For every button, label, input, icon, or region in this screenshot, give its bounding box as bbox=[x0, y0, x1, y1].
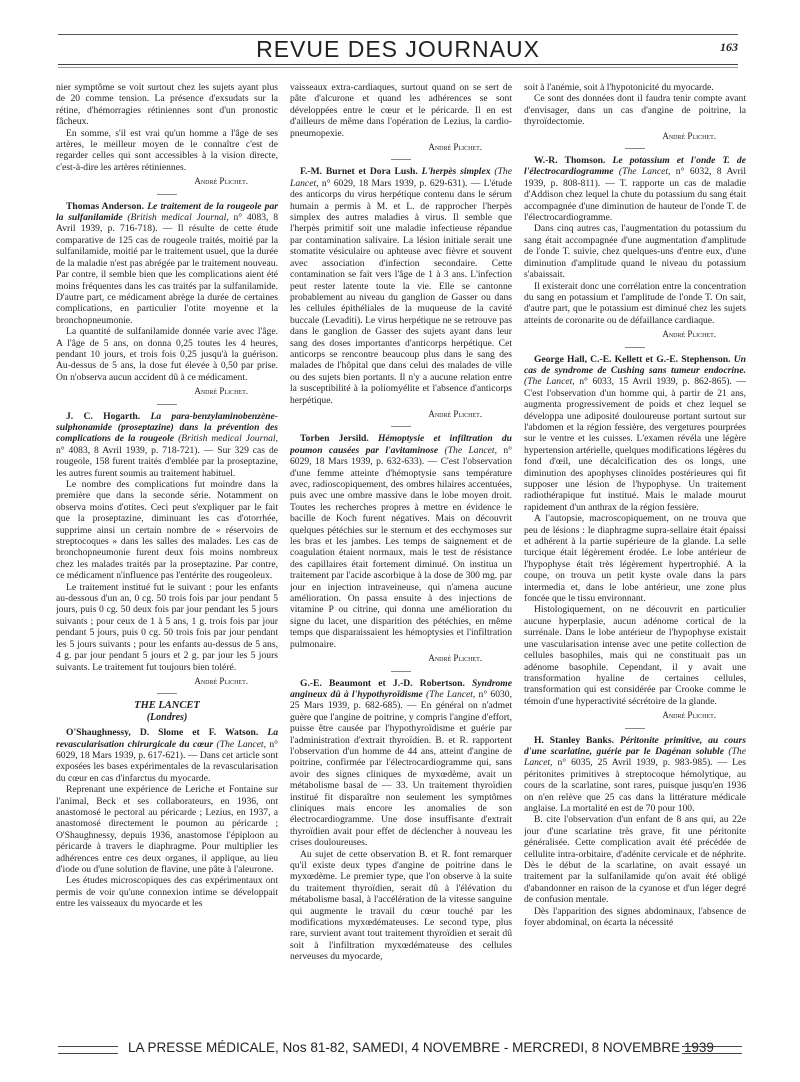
article-author: Thomas Anderson. bbox=[66, 200, 145, 212]
paragraph: Le traitement institué fut le suivant : pour les enfants au-dessous d'un an, 0 cg. 50 trois fois par jour pendant 5 jours, puis 0 cg. 50 deux fois par jour pendant les 5 jours suivants ; pour ceux de 1 à 5 ans, 1 g. trois fois par jour pendant 5 jours, puis 0 cg. 50 trois fois par jour pendant les 5 jours suivants ; pour les enfants au-dessus de 5 ans, 4 g. par jour pendant 5 jours et 2 g. par jour les 5 jours suivants. Le traitement fut toujours bien toléré. bbox=[56, 581, 278, 673]
article-title: Le potassium et l'onde T. de l'électrocardiogramme bbox=[524, 155, 746, 178]
article-title: Le traitement de la rougeole par la sulfanilamide bbox=[56, 200, 278, 224]
article-title: La revascularisation chirurgicale du cœur bbox=[56, 727, 278, 750]
separator bbox=[625, 728, 645, 729]
journal-name: THE LANCET bbox=[134, 700, 200, 712]
article-author: Torben Jersild. bbox=[300, 433, 369, 445]
page-header bbox=[58, 30, 738, 70]
text-columns bbox=[56, 82, 746, 1022]
article-entry bbox=[290, 678, 512, 849]
article-title: Un cas de syndrome de Cushing sans tumeur endocrine. bbox=[524, 353, 746, 376]
article-author: H. Stanley Banks. bbox=[534, 734, 614, 746]
page-number: 163 bbox=[720, 40, 738, 54]
article-summary: n° 6030, 25 Mars 1939, p. 682-685). — En général on n'admet guère que l'angine de poitrine, y compris l'angine d'effort, puisse être causée par l'hypothyroïdisme et guérie par l'administration d'extrait thyroïdien. B. et R. rapportent l'observation d'un homme de 44 ans, atteint d'angine de poitrine, confirmée par l'électrocardiogramme qui, sans avoir des signes cliniques de myxœdème, avait un métabolisme basal de — 33. Un traitement thyroïdien institué fit disparaître non seulement les symptômes cliniques mais encore les anomalies de son électrocardiogramme. Une dose insuffisante d'extrait thyroïdien avait pour effet de déclencher à nouveau les crises douloureuses. bbox=[290, 688, 512, 849]
page-footer bbox=[58, 1040, 742, 1062]
paragraph: Il existerait donc une corrélation entre la concentration du sang en potassium et l'amplitude de l'onde T. On sait, d'autre part, que le potassium est diminué chez les sujets atteints de coronarite ou de défaillance cardiaque. bbox=[524, 280, 746, 326]
article-summary: n° 6029, 18 Mars 1939, p. 617-621). — Dans cet article sont exposées les bases expérimentales de la revascularisation du cœur en cas d'infarctus du myocarde. bbox=[56, 738, 278, 784]
paragraph: A l'autopsie, macroscopiquement, on ne trouva que peu de lésions : le diaphragme supra-sellaire était épaissi et adhérent à la partie supérieure de la glande. La selle turcique était légèrement érodée. Le lobe antérieur de l'hypophyse était très légèrement hypertrophié. A la coupe, on trouva un petit kyste ovale dans la pars intermedia et, dans le lobe antérieur, une zone plus foncée que le tissu environnant. bbox=[524, 513, 746, 605]
article-entry bbox=[56, 201, 278, 326]
article-entry bbox=[56, 727, 278, 784]
article-journal-ref: (The Lancet, bbox=[444, 444, 497, 456]
article-journal-ref: (The Lancet, bbox=[290, 166, 512, 189]
article-entry bbox=[524, 155, 746, 223]
paragraph: B. cite l'observation d'un enfant de 8 ans qui, au 22e jour d'une scarlatine très grave, fit une péritonite généralisée. Cette complication avait été précédée de cellulite intra-orbitaire, d'adénite cervicale et de néphrite. Dès le début de la scarlatine, on avait essayé un traitement par la sulfanilamide qu'on avait été obligé d'abandonner en raison de la cyanose et d'un léger degré de confusion mentale. bbox=[524, 814, 746, 906]
column-3 bbox=[524, 82, 746, 1022]
paragraph: Les études microscopiques des cas expérimentaux ont permis de voir qu'une connexion intime se développait entre les vaisseaux du myocarde et les bbox=[56, 875, 278, 910]
reviewer-signature: André Plichet. bbox=[194, 386, 248, 397]
column-1 bbox=[56, 82, 278, 1022]
continued-paragraph: nier symptôme se voit surtout chez les sujets ayant plus de 20 comme tension. La présence d'exsudats sur la rétine, d'hémorragies rétiniennes sont d'un pronostic fâcheux. bbox=[56, 82, 278, 128]
continued-paragraph: soit à l'anémie, soit à l'hypotonicité du myocarde. bbox=[524, 82, 714, 93]
article-summary: n° 6029, 18 Mars 1939, p. 632-633). — C'est l'observation d'une femme atteinte d'hémoptysie sans température avec, radioscopiquement, des ombres hilaires accentuées, puis avec une ombre massive dans le lobe moyen droit. Toutes les recherches propres à mettre en évidence le bacille de Koch furent négatives. Mais on découvrit quelques pétéchies sur le sternum et des ecchymoses sur les bras et les jambes. Les temps de saignement et de coagulation étaient normaux, mais le test de résistance des capillaires était fortement diminué. On institua un traitement par l'acide ascorbique à la dose de 300 mg. par jour en injection intraveineuse, qui n'amena aucune amélioration. On passa ensuite à des injections de vitamine P ou citrine, qui donna une amélioration du signe du lacet, une disparition des pétéchies, en même temps que disparaissaient les hémoptysies et l'infiltration pulmonaire. bbox=[290, 444, 512, 650]
paragraph: Le nombre des complications fut moindre dans la première que dans la seconde série. Notamment on observa moins d'otites. Ceci peut s'expliquer par le fait que la proseptazine, diminuant les cas d'otorrhée, supprime ainsi un certain nombre de « réservoirs de streptocoques » dans les salles des malades. Les cas de bronchopneumonie furent deux fois moins nombreux chez les malades traités par la proseptazine. Par contre, ce médicament n'influence pas l'entérite des rougeoleux. bbox=[56, 479, 278, 582]
article-title: L'herpès simplex bbox=[421, 166, 491, 178]
article-journal-ref: (The Lancet, bbox=[216, 738, 266, 750]
journal-section-heading bbox=[56, 700, 278, 723]
article-journal-ref: (The Lancet, bbox=[524, 745, 746, 769]
column-2 bbox=[290, 82, 512, 1022]
article-summary: n° 6033, 15 Avril 1939, p. 862-865). — C'est l'observation d'un homme qui, à partir de 21 ans, augmenta progressivement de poids et chez lequel se développa une adiposité douloureuse portant surtout sur l'abdomen et la région fessière, des vergetures pourprées sur le ventre et les cuisses. L'examen révéla une légère hypertension artérielle, quelques modifications légères du fond d'œil, une décalcification des os longs, une diminution des apophyses clinoïdes postérieures qui fit supposer une lésion de l'hypophyse. Un traitement radiothérapique fut institué. Mais le malade mourut rapidement d'un anthrax de la région fessière. bbox=[524, 376, 746, 513]
reviewer-signature: André Plichet. bbox=[428, 408, 482, 419]
header-rule bbox=[58, 64, 738, 65]
article-journal-ref: (British medical Journal, bbox=[178, 433, 278, 445]
separator bbox=[157, 194, 177, 195]
article-author: G.-E. Beaumont et J.-D. Robertson. bbox=[300, 677, 465, 689]
paragraph: Dès l'apparition des signes abdominaux, l'absence de foyer abdominal, on écarta la nécessité bbox=[524, 905, 746, 929]
article-entry bbox=[290, 166, 512, 406]
separator bbox=[625, 347, 645, 348]
article-journal-ref: (British medical Journal, bbox=[127, 212, 229, 224]
article-summary: n° 6035, 25 Avril 1939, p. 983-985). — Les péritonites primitives à streptocoque hémolytique, au cours de la scarlatine, sont rares, puisque jusqu'en 1936 on n'en relève que 25 cas dans la littérature médicale anglaise. La mortalité en est de 70 pour 100. bbox=[524, 757, 746, 814]
article-journal-ref: (The Lancet, bbox=[426, 688, 476, 700]
article-author: J. C. Hogarth. bbox=[66, 410, 141, 422]
paragraph: Dans cinq autres cas, l'augmentation du potassium du sang était accompagnée d'une augmentation d'amplitude de l'onde T. suivie, chez quelques-uns d'entre eux, d'une diminution d'amplitude quand le niveau du potassium s'abaissait. bbox=[524, 223, 746, 281]
header-rule bbox=[58, 67, 738, 68]
separator bbox=[391, 671, 411, 672]
article-entry bbox=[524, 354, 746, 514]
separator bbox=[625, 148, 645, 149]
article-title: Péritonite primitive, au cours d'une scarlatine, guérie par le Dagénan soluble bbox=[524, 734, 746, 757]
article-journal-ref: (The Lancet, bbox=[618, 166, 671, 178]
article-author: W.-R. Thomson. bbox=[534, 155, 606, 167]
separator bbox=[391, 159, 411, 160]
article-author: George Hall, C.-E. Kellett et G.-E. Stephenson. bbox=[534, 353, 731, 365]
paragraph: La quantité de sulfanilamide donnée varie avec l'âge. A l'âge de 5 ans, on donna 0,25 toutes les 4 heures, pendant 10 jours, et trois fois 0,25 jusqu'à la guérison. Au-dessus de 5 ans, la dose fut élevée à 0,50 par prise. On n'observa aucun accident dû à ce médicament. bbox=[56, 326, 278, 383]
article-entry bbox=[290, 433, 512, 650]
reviewer-signature: André Plichet. bbox=[194, 675, 248, 686]
journal-city: (Londres) bbox=[146, 711, 188, 723]
article-summary: n° 4083, 8 Avril 1939, p. 716-718). — Il résulte de cette étude comparative de 125 cas de rougeole traités, moitié par la sulfanilamide, moitié par le traitement usuel, que la durée de la maladie n'est pas abrégée par le traitement nouveau. Par contre, il semble bien que les complications aient été moins fréquentes dans les cas traités par la sulfanilamide. D'autre part, ce médicament abrège la durée de certaines complications, en particulier l'otite moyenne et la bronchopneumonie. bbox=[56, 212, 278, 326]
article-title: Syndrome angineux dû à l'hypothyroïdisme bbox=[290, 677, 512, 700]
article-summary: n° 6029, 18 Mars 1939, p. 629-631). — L'étude des anticorps du virus herpétique contenu dans le sérum humain a permis à M. et L. de rapprocher l'herpès simplex des autres maladies à virus. Il semble que l'herpès primitif soit une maladie infectieuse répandue par contamination salivaire. La lésion initiale serait une stomatite vésiculaire ou aphteuse avec fièvre et souvent avec association d'infection secondaire. Cette contamination se fait vers l'âge de 1 à 3 ans. L'infection peut rester latente toute la vie. Elle se cantonne probablement au niveau du ganglion de Gasser ou dans les cellules épithéliales de la muqueuse de la cavité buccale (Levaditi). Le virus herpétique ne se retrouve pas dans le ganglion de Gasser des sujets ayant dans leur sang des doses importantes d'anticorps herpétique. Cet anticorps se rencontre beaucoup plus dans le sang des malades de l'hôpital que dans celui des malades de ville ou des sujets bien portants. Il n'y a aucune relation entre la susceptibilité à la poliomyélite et l'absence d'anticorps herpétique. bbox=[290, 177, 512, 406]
continued-paragraph: vaisseaux extra-cardiaques, surtout quand on se sert de pâte d'alcurone et quand les adhérences se sont développées entre le cœur et le péricarde. Il en est d'ailleurs de même dans l'opération de Lezius, la cardio-pneumopexie. bbox=[290, 82, 512, 139]
reviewer-signature: André Plichet. bbox=[662, 710, 716, 721]
paragraph: Histologiquement, on ne découvrit en particulier aucune hyperplasie, aucun adénome cortical de la surrénale. Dans le lobe antérieur de l'hypophyse existait une vascularisation intense avec une petite collection de cellules basophiles, mais qui ne constituait pas un adénome basophile. Cependant, il y avait une transformation hyaline de certaines cellules, transformation qui est considérée par Crooke comme le témoin d'une hyperactivité sécrétoire de la glande. bbox=[524, 604, 746, 707]
journal-section-title: REVUE DES JOURNAUX bbox=[256, 36, 540, 62]
article-author: F.-M. Burnet et Dora Lush. bbox=[300, 166, 418, 178]
reviewer-signature: André Plichet. bbox=[194, 176, 248, 187]
separator bbox=[157, 693, 177, 694]
separator bbox=[157, 404, 177, 405]
reviewer-signature: André Plichet. bbox=[428, 142, 482, 153]
reviewer-signature: André Plichet. bbox=[428, 653, 482, 664]
article-entry bbox=[56, 411, 278, 479]
paragraph: Ce sont des données dont il faudra tenir compte avant d'envisager, dans un cas d'angine de poitrine, la thyroïdectomie. bbox=[524, 93, 746, 128]
footer-rule bbox=[682, 1046, 742, 1054]
paragraph: Au sujet de cette observation B. et R. font remarquer qu'il existe deux types d'angine de poitrine dans le myxœdème. Le premier type, que l'on observe à la suite du traitement thyroïdien, serait dû à l'élévation du métabolisme basal, à l'accélération de la vitesse sanguine qui augmente le travail du cœur touché par les modifications myxœdémateuses. Le second type, plus rare, survient avant tout traitement thyroïdien et serait dû soit à l'infiltration myxœdémateuse des cellules nerveuses du myocarde, bbox=[290, 848, 512, 963]
footer-rule bbox=[58, 1046, 118, 1054]
article-title: La para-benzylaminobenzène-sulphonamide (proseptazine) dans la prévention des complications de la rougeole bbox=[56, 410, 278, 445]
separator bbox=[391, 426, 411, 427]
article-summary: n° 4083, 8 Avril 1939, p. 718-721). — Sur 329 cas de rougeole, 158 furent traités d'emblée par la proseptazine, les autres furent soumis au traitement habituel. bbox=[56, 444, 278, 479]
footer-citation: LA PRESSE MÉDICALE, Nos 81-82, SAMEDI, 4 NOVEMBRE - MERCREDI, 8 NOVEMBRE 1939 bbox=[128, 1040, 714, 1055]
article-summary: n° 6032, 8 Avril 1939, p. 808-811). — T. rapporte un cas de maladie d'Addison chez lequel la chute du potassium du sang était accompagnée d'une diminution de hauteur de l'onde T. de l'électrocardiogramme. bbox=[524, 166, 746, 224]
reviewer-signature: André Plichet. bbox=[662, 329, 716, 340]
article-entry bbox=[524, 735, 746, 815]
reviewer-signature: André Plichet. bbox=[662, 130, 716, 141]
article-journal-ref: (The Lancet, bbox=[524, 376, 575, 388]
paragraph: En somme, s'il est vrai qu'un homme a l'âge de ses artères, le meilleur moyen de le connaître c'est de regarder celles qui sont accessibles à la vision directe, c'est-à-dire les artères rétiniennes. bbox=[56, 127, 278, 173]
header-rule bbox=[58, 34, 738, 35]
article-title: Hémoptysie et infiltration du poumon causées par l'avitaminose bbox=[290, 433, 512, 456]
paragraph: Reprenant une expérience de Leriche et Fontaine sur l'animal, Beck et ses collaborateurs, en 1936, ont anastomosé le pectoral au péricarde ; Lezius, en 1937, a anastomosé directement le poumon au péricarde ; O'Shaughnessy, depuis 1936, anastomose l'épiploon au péricarde à travers le diaphragme. Pour multiplier les adhérences entre ces deux organes, il applique, au lieu d'iode ou d'une solution de flavine, une pâte à l'aleurone. bbox=[56, 784, 278, 875]
article-author: O'Shaughnessy, D. Slome et F. Watson. bbox=[66, 727, 259, 739]
